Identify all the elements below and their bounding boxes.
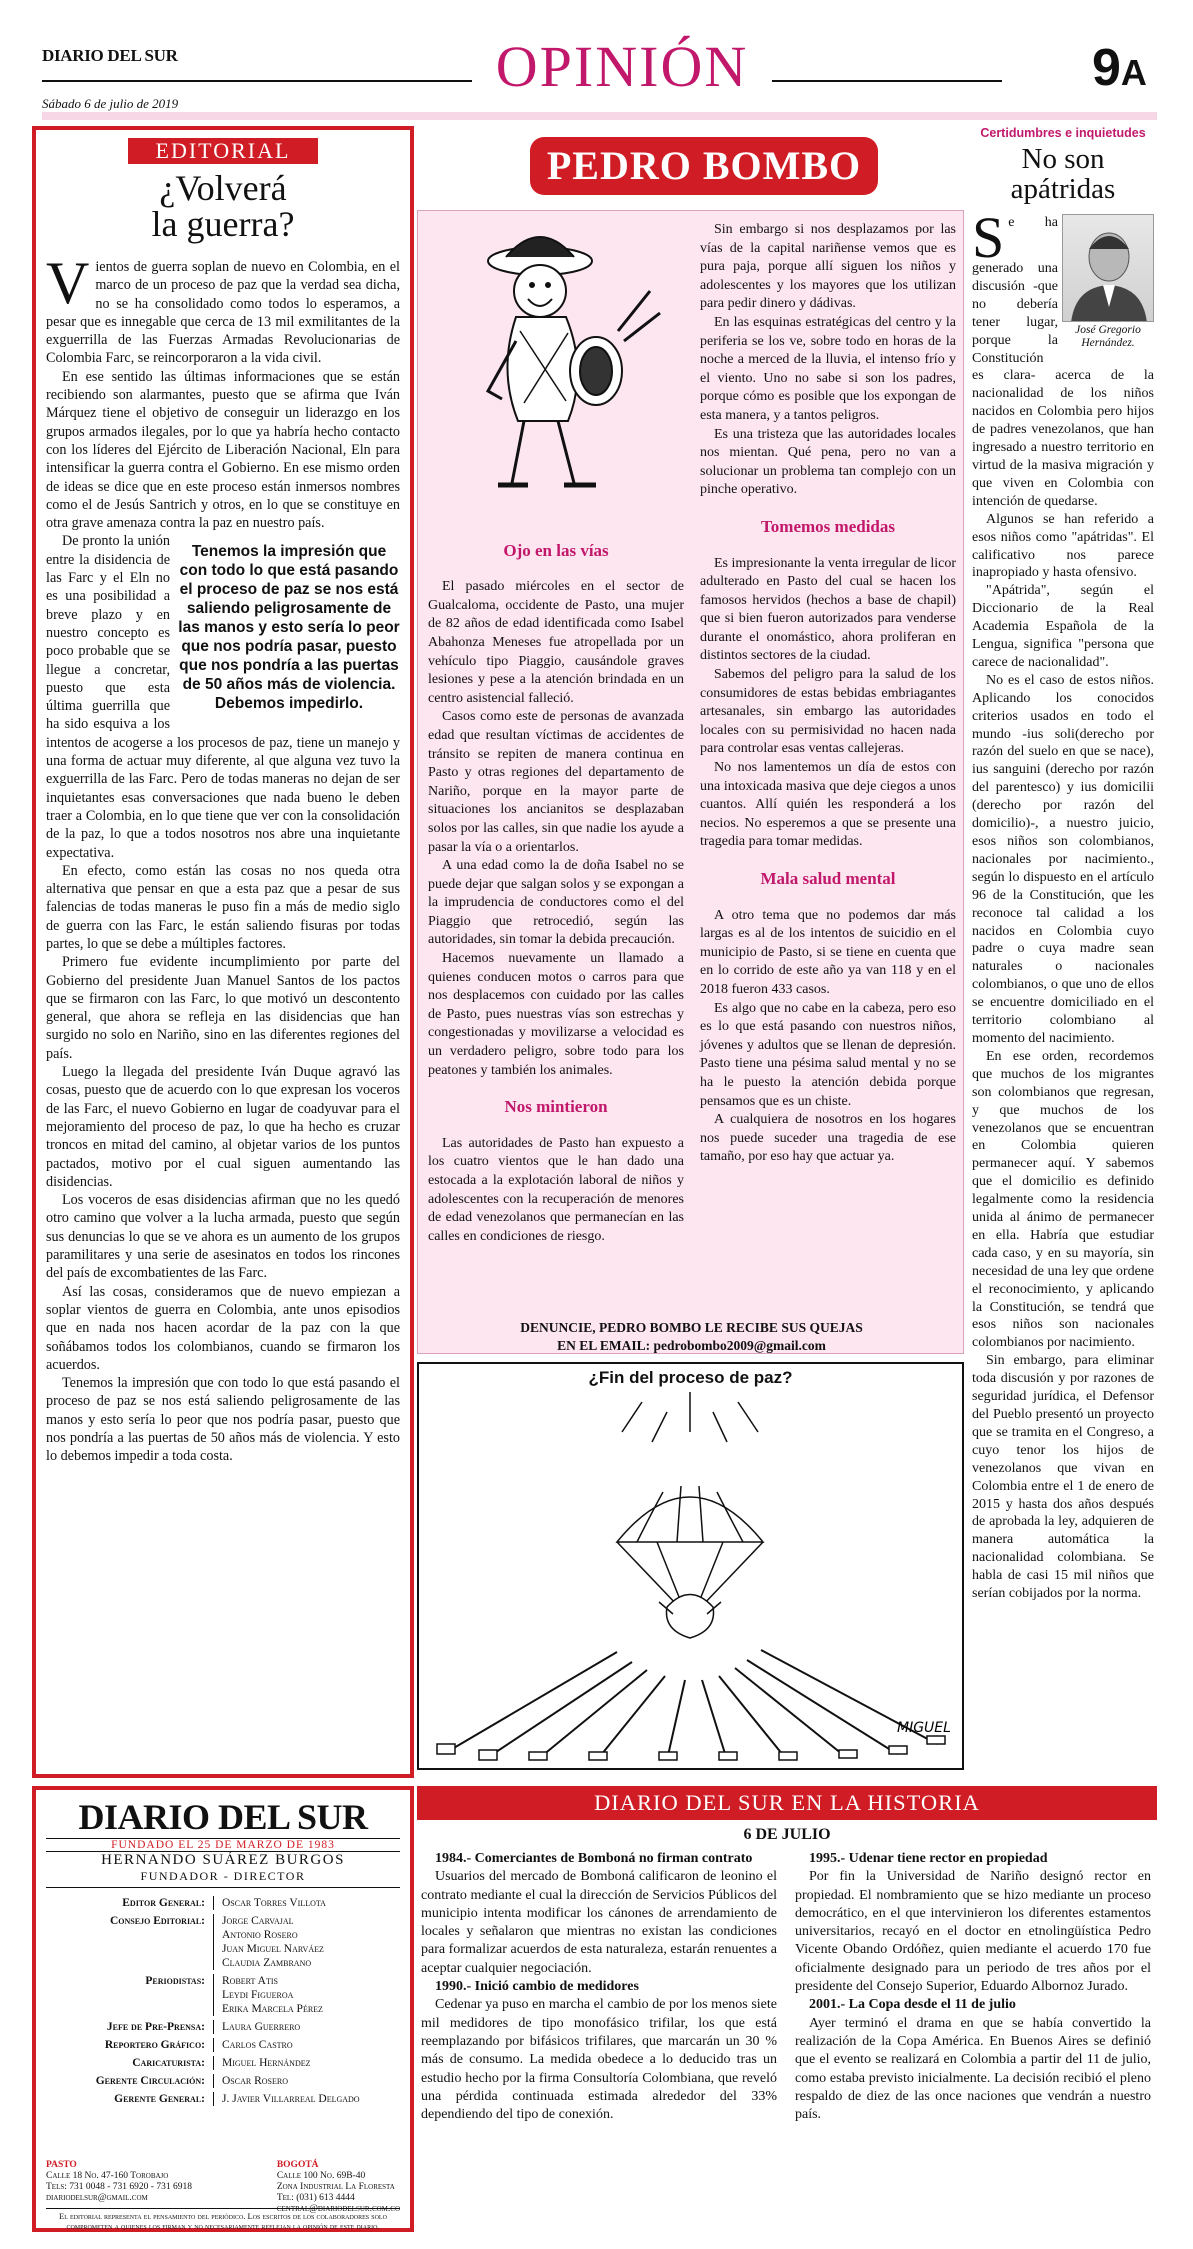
min-p2: Sin embargo si nos desplazamos por las vías de la capital nariñense vemos que es pura paja, porque allí siguen los niños y adolescentes y los mayores que los utilizan para pedir dinero y dádivas. <box>700 222 956 312</box>
staff-row <box>46 2054 400 2072</box>
staff-names: Laura Guerrero <box>222 2021 301 2033</box>
editorial-p3: De pronto la unión entre la disidencia de las Farc y el Eln no es una posibilidad a breve plazo y en nuestro concepto es poco probable que se llegue a concretar, puesto que esta última guerrilla que ha sido esquiva a los intentos de acogerse a los procesos de paz, tiene un manejo y una forma de actuar muy diferente, al que alguna vez tuvo la exguerrilla de las Farc. Pero de todas maneras no dejan de ser inquietantes esas conversaciones que nada bueno le deben traer a Colombia, en lo que tiene que ver con la consolidación de la paz, lo que a todos nosotros nos abre una inquietante expectativa. <box>46 533 400 861</box>
editorial-title <box>46 170 400 242</box>
mal-p2: Es algo que no cabe en la cabeza, pero eso es lo que está pasando con nuestros niños, jóvenes y adultos que se llenan de depresión. Pasto tiene una pésima salud mental y no se ha le puesto la atención debida porque pensamos que es un chiste. <box>700 1000 956 1109</box>
staff-role: Periodistas: <box>46 1974 214 2016</box>
staff-row <box>46 2072 400 2090</box>
staff-names: Miguel Hernández <box>222 2057 311 2069</box>
masthead-logo: DIARIO DEL SUR <box>78 1797 368 1837</box>
editorial-p4: En efecto, como están las cosas no nos queda otra alternativa que pensar en que a esta paz que a pesar de sus falencias de todas maneras le puso fin a más de medio siglo de guerra con las Farc, le están saliendo fisuras por todas partes, lo que se debe a múltiples factores. <box>46 862 400 952</box>
opinion-title-line1: No son <box>1021 143 1105 175</box>
staff-list <box>46 1894 400 2108</box>
header-rule-right <box>772 80 1002 82</box>
heading-mala-salud-mental: Mala salud mental <box>760 869 896 888</box>
cartoon-signature: MIGUEL <box>897 1720 951 1736</box>
masthead-founder-role: FUNDADOR - DIRECTOR <box>46 1869 400 1888</box>
pedro-bombo-left-column <box>428 221 684 1246</box>
masthead-founded: FUNDADO EL 25 DE MARZO DE 1983 <box>46 1838 400 1852</box>
cartoon-title: ¿Fin del proceso de paz? <box>588 1368 793 1387</box>
editorial-p8: Así las cosas, consideramos que de nuevo empiezan a soplar vientos de guerra en Colombia, ante unos episodios que en nada nos hacen acordar de la paz con la que soñábamos todos los colombianos, cuando se firmaron los acuerdos. <box>46 1283 400 1373</box>
editorial-body <box>46 250 400 1466</box>
drummer-illustration-icon <box>428 221 684 511</box>
history-text-1995: Por fin la Universidad de Nariño designó rector en propiedad. El nombramiento que se hizo mediante un proceso democrático, en el que intervinieron los diferentes estamentos universitarios, recayó en el doctor en etnolingüística Pedro Vicente Obando Ordóñez, quien mediante el acuerdo 170 fue oficialmente designado para un periodo de tres años por el presidente del Consejo Superior, Eduardo Albornoz Jurado. <box>795 1869 1151 1995</box>
heading-tomemos-medidas: Tomemos medidas <box>761 516 895 536</box>
editorial-p1: ientos de guerra soplan de nuevo en Colombia, en el marco de un proceso de paz que la verdad sea dicha, no se ha consolidado como todos lo esperamos, a pesar que es innegable que cerca de 13 mil exmilitantes de la exguerrilla de las Fuerzas Armadas Revolucionarias de Colombia Farc, se reincorporaron a la vida civil. <box>46 259 400 367</box>
opinion-p2: Algunos se han referido a esos niños como "apátridas". El calificativo nos parece inapropiado y hasta ofensivo. <box>972 511 1154 581</box>
editorial-pull-quote: Tenemos la impresión que con todo lo que está pasando el proceso de paz se nos está saliendo peligrosamente de las manos y esto sería lo peor que nos podría pasar, puesto que nos pondría a las puertas de 50 años más de violencia. Debemos impedirlo. <box>178 543 400 713</box>
heading-ojo-en-las-vias: Ojo en las vías <box>503 540 609 560</box>
staff-role: Editor General: <box>46 1896 214 1910</box>
opinion-p3: "Apátrida", según el Diccionario de la Real Academia Española de la Lengua, significa "persona que carece de nacionalidad". <box>972 583 1154 670</box>
staff-names: Oscar Torres Villota <box>222 1897 326 1909</box>
history-text-2001: Ayer terminó el drama en que se había convertido la realización de la Copa América. En Buenos Aires se definió que el evento se realizará en Colombia a partir del 11 de julio, como estaba previsto inicialmente. La decisión recibió el pleno respaldo de diez de las once naciones que vendrán a nuestro país. <box>795 2015 1151 2123</box>
history-heading-1990: 1990.- Inició cambio de medidores <box>435 1979 639 1995</box>
header-date: Sábado 6 de julio de 2019 <box>42 96 179 111</box>
author-portrait-icon <box>1063 215 1154 322</box>
staff-row <box>46 2018 400 2036</box>
editorial-p5: Primero fue evidente incumplimiento por parte del Gobierno del presidente Juan Manuel Santos de los pactos que se firmaron con las Farc, lo que motivó un descontento general, que ahora se refleja en las disidencias que han surgido no solo en Nariño, sino en las diferentes regiones del país. <box>46 954 400 1062</box>
pedro-bombo-right-column <box>700 221 956 1167</box>
header-rule-left <box>42 80 472 82</box>
page-number-letter: A <box>1120 52 1147 93</box>
author-photo-image <box>1062 214 1154 322</box>
staff-role: Caricaturista: <box>46 2056 214 2070</box>
pedro-bombo-footer <box>428 1319 955 1355</box>
editorial-box <box>32 126 414 1778</box>
editorial-p7: Los voceros de esas disidencias afirman que no les quedó otro camino que volver a la lucha armada, puesto que según sus denuncias lo que se ve ahora es un aumento de los grupos paramilitares y una serie de asesinatos en todos los rincones del país de excombatientes de las Farc. <box>46 1192 400 1282</box>
staff-names: J. Javier Villarreal Delgado <box>222 2093 360 2105</box>
history-text-1990: Cedenar ya puso en marcha el cambio de por los menos siete mil medidores de tipo monofásico trifilar, los que está reemplazando por bifásicos trifilares, que marcarán un 30 % más de consumo. La medida obedece a lo deducido tras un estudio hecho por la firma Consultoría Colombiana, que reveló una pérdida continuada estimada alrededor del 33% dependiendo del tipo de conexión. <box>421 1997 777 2123</box>
staff-row <box>46 2036 400 2054</box>
pedro-bombo-footer-email[interactable]: EN EL EMAIL: pedrobombo2009@gmail.com <box>557 1338 826 1353</box>
staff-role: Gerente General: <box>46 2092 214 2106</box>
staff-role: Gerente Circulación: <box>46 2074 214 2088</box>
history-right-column <box>795 1850 1151 2124</box>
masthead-box <box>32 1786 414 2232</box>
opinion-title <box>972 144 1154 204</box>
editorial-p6: Luego la llegada del presidente Iván Duque agravó las cosas, puesto que de acuerdo con lo que expresan los voceros de las Farc, el nuevo Gobierno en lugar de coadyuvar para el mejoramiento del proceso de paz, lo que ha hecho es cruzar troncos en mitad del camino, al objetar varios de los puntos pactados, motivo por el cual siguen aumentando las disidencias. <box>46 1064 400 1190</box>
staff-role: Reportero Gráfico: <box>46 2038 214 2052</box>
header-band <box>42 112 1157 120</box>
history-heading-2001: 2001.- La Copa desde el 11 de julio <box>809 1997 1016 2013</box>
cartoon-box <box>417 1362 964 1770</box>
contact-pasto <box>46 2160 192 2215</box>
staff-names: Jorge Carvajal Antonio Rosero Juan Miguel Narváez Claudia Zambrano <box>222 1915 324 1969</box>
masthead-founder: HERNANDO SUÁREZ BURGOS <box>101 1852 345 1868</box>
pedro-bombo-box <box>417 210 964 1354</box>
editorial-label: EDITORIAL <box>128 138 318 164</box>
staff-role: Consejo Editorial: <box>46 1914 214 1970</box>
min-p3: En las esquinas estratégicas del centro y la periferia se los ve, sobre todo en horas de la noche a merced de la lluvia, el intenso frío y el viento. Uno no sabe si son los padres, porque cómo es posible que los expongan de esta manera, y a tantos peligros. <box>700 314 956 423</box>
section-title: OPINIÓN <box>495 34 749 99</box>
mal-p1: A otro tema que no podemos dar más largas es al de los intentos de suicidio en el municipio de Pasto, si se tiene en cuenta que en lo corrido de este año ya van 118 y en el 2018 fueron 433 casos. <box>700 907 956 997</box>
staff-names: Oscar Rosero <box>222 2075 288 2087</box>
staff-row <box>46 1972 400 2018</box>
author-photo <box>1062 214 1154 350</box>
tom-p2: Sabemos del peligro para la salud de los consumidores de estas bebidas embriagantes artesanales, sin embargo las autoridades locales con su permisividad no hacen nada para controlar esas ventas callejeras. <box>700 667 956 757</box>
staff-row <box>46 2090 400 2108</box>
opinion-column <box>972 126 1154 1776</box>
staff-row <box>46 1912 400 1972</box>
page-header <box>42 34 1157 130</box>
min-p1: Las autoridades de Pasto han expuesto a los cuatro vientos que le han dado una estocada a la explotación laboral de niños y adolescentes con la recuperación de menores de edad venezolanos que permanecían en las calles en condiciones de riesgo. <box>428 1135 684 1244</box>
history-heading-1995: 1995.- Udenar tiene rector en propiedad <box>809 1851 1048 1866</box>
opinion-kicker: Certidumbres e inquietudes <box>980 126 1146 140</box>
staff-row <box>46 1894 400 1912</box>
contact-bogota-info: Calle 100 No. 69B-40 Zona Industrial La Floresta Tel: (031) 613 4444 central@diariodelsur.com.co <box>276 2171 400 2214</box>
opinion-p1: e ha generado una discusión -que no debería tener lugar, porque la Constitución es clara- acerca de la nacionalidad de los niños nacidos en Colombia pero hijos de padres venezolanos, que han ingresado a nuestro territorio en virtud de la masiva migración y que viven en Colombia con intención de quedarse. <box>972 215 1154 509</box>
history-text-1984: Usuarios del mercado de Bomboná calificaron de leonino el contrato mediante el cual la dirección de Servicios Públicos del municipio intenta modificar los cánones de arrendamiento de locales y señalaron que mientras no existan las condiciones para formalizar acuerdos de esta naturaleza, estarán renuentes a aceptar cualquier negociación. <box>421 1869 777 1976</box>
tom-p1: Es impresionante la venta irregular de licor adulterado en Pasto del cual se hacen los famosos hervidos (hechos a base de chapil) que si bien fueron autorizados para venderse durante el onomástico, ahora proliferan en distintos sectores de la ciudad. <box>700 555 956 664</box>
staff-names: Carlos Castro <box>222 2039 293 2051</box>
editorial-paragraph <box>46 250 400 368</box>
editorial-p9: Tenemos la impresión que con todo lo que está pasando el proceso de paz se nos está saliendo peligrosamente de las manos y esto sería lo peor que nos podría pasar, puesto que nos pondría a las puertas de 50 años más de violencia. Y esto lo debemos impedir a toda costa. <box>46 1375 400 1465</box>
history-banner: DIARIO DEL SUR EN LA HISTORIA <box>417 1786 1157 1820</box>
header-paper-name: DIARIO DEL SUR <box>42 46 178 65</box>
opinion-body <box>972 205 1154 1603</box>
editorial-dropcap: V <box>46 250 90 316</box>
opinion-p6: Sin embargo, para eliminar toda discusión y por razones de seguridad jurídica, el Defensor del Pueblo presentó un proyecto que se tramita en el Congreso, a cuyo tenor los hijos de venezolanos que vivan en Colombia entre el 1 de enero de 2015 y hasta dos años después de aprobada la ley, adquieren de manera automática la nacionalidad colombiana. Se habla de casi 15 mil niños que serían cobijados por la norma. <box>972 1353 1154 1602</box>
staff-names: Robert Atis Leydi Figueroa Erika Marcela Pérez <box>222 1975 323 2015</box>
ojo-p2: Casos como este de personas de avanzada edad que resultan víctimas de accidentes de tránsito se repiten de manera continua en Pasto y otras regiones del departamento de Nariño, porque en la mayor parte de situaciones los ancianitos se desplazaban solos por las calles, sin que nadie los ayude a pasar la vía o a orientarlos. <box>428 709 684 855</box>
tom-p3: No nos lamentemos un día de estos con una intoxicada masiva que deje ciegos a unos cuantos. Allí quién les responderá a los necios. No esperemos a que se presente una tragedia para tomar medidas. <box>700 760 956 850</box>
author-caption-line2: Hernández. <box>1081 337 1135 349</box>
masthead-disclaimer: El editorial representa el pensamiento del periódico. Los escritos de los colaboradores solo comprometen a quienes los firman y no necesariamente reflejan la opinión de este diario. <box>46 2208 400 2231</box>
page-number <box>1092 39 1147 97</box>
history-date: 6 DE JULIO <box>743 1826 831 1843</box>
author-caption-line1: José Gregorio <box>1075 324 1141 336</box>
contact-bogota <box>277 2160 400 2215</box>
min-p4: Es una tristeza que las autoridades locales nos mientan. Qué pena, pero no van a solucionar un problema tan complejo con un pinche operativo. <box>700 426 956 498</box>
history-heading-1984: 1984.- Comerciantes de Bomboná no firman contrato <box>435 1851 753 1866</box>
opinion-p5: En ese orden, recordemos que muchos de los migrantes son colombianos que regresan, y que muchos de los venezolanos que se encuentran en Colombia quieren permanecer aquí. Y sabemos que el domicilio es definido legalmente como la residencia unida al ánimo de permanecer en ella. Habría que estudiar cada caso, y en su mayoría, sin necesidad de una ley que ordene el reconocimiento, y aplicando la Constitución, se tendrá que esos niños son nacionales colombianos por nacimiento. <box>972 1048 1154 1351</box>
author-caption <box>1062 324 1154 350</box>
ojo-p1: El pasado miércoles en el sector de Gualcaloma, occidente de Pasto, una mujer de 82 años de edad identificada como Isabel Abahonza Meneses fue atropellada por un vehículo tipo Piaggio, causándole graves lesiones y pese a la atención brindada en un centro asistencial falleció. <box>428 579 684 706</box>
staff-role: Jefe de Pre-Prensa: <box>46 2020 214 2034</box>
opinion-dropcap: S <box>972 205 1005 270</box>
dove-parachute-cartoon-icon <box>427 1392 954 1762</box>
contact-pasto-info: Calle 18 No. 47-160 Torobajo Tels: 731 0048 - 731 6920 - 731 6918 diariodelsur@gmail.com <box>46 2171 192 2203</box>
opinion-title-line2: apátridas <box>1010 173 1116 205</box>
editorial-title-line2: la guerra? <box>151 204 295 244</box>
mal-p3: A cualquiera de nosotros en los hogares nos puede suceder una tragedia de ese tamaño, por eso hay que actuar ya. <box>700 1112 956 1165</box>
editorial-title-line1: ¿Volverá <box>159 168 287 208</box>
masthead-contact <box>46 2160 400 2215</box>
history-section <box>417 1786 1157 2232</box>
editorial-p2: En ese sentido las últimas informaciones que se están recibiendo son alarmantes, puesto que se afirma que Iván Márquez tiene el objetivo de conseguir un liderazgo en los grupos armados ilegales, por lo que ya habría hecho contacto con los líderes del Ejército de Liberación Nacional, Eln para intensificar la guerra contra el Gobierno. En ese mismo orden de ideas se dice que en este proceso están inmersos nombres como el de Jesús Santrich y otros, en lo que se constituye en otra grave amenaza contra la paz en nuestro país. <box>46 368 400 532</box>
heading-nos-mintieron: Nos mintieron <box>504 1097 608 1117</box>
pedro-bombo-banner: PEDRO BOMBO <box>530 137 878 195</box>
page-number-digit: 9 <box>1092 39 1121 97</box>
contact-pasto-label: PASTO <box>46 2160 77 2170</box>
ojo-p3: A una edad como la de doña Isabel no se puede dejar que salgan solos y se expongan a la imprudencia de conductores como el del Piaggio que retrocedió, según las autoridades, sin tomar la debida precaución. <box>428 858 684 948</box>
opinion-p4: No es el caso de estos niños. Aplicando los conocidos criterios usados en todo el mundo -ius soli(derecho por razón del suelo en que se nace), ius sanguini (derecho por razón del parentesco) y ius domicilii (derecho por razón del domicilio)-, a nuestro juicio, esos niños son colombianos, nacionales por nacimiento., según lo dispuesto en el artículo 96 de la Constitución, que les reconoce tal calidad a los nacidos en Colombia cuyo padre o cuya madre sean naturales o nacionales colombianos, o que uno de ellos se encuentre domiciliado en el territorio colombiano al momento del nacimiento. <box>972 672 1154 1046</box>
contact-bogota-label: BOGOTÁ <box>276 2160 319 2170</box>
history-left-column <box>421 1850 777 2124</box>
ojo-p4: Hacemos nuevamente un llamado a quienes conducen motos o carros para que nos desplacemos con cuidado por las calles de Pasto, pues nuestras vías son estrechas y congestionadas y movilizarse a velocidad es un verdadero peligro, sobre todo para los peatones y también los animales. <box>428 951 684 1078</box>
pedro-bombo-footer-line1: DENUNCIE, PEDRO BOMBO LE RECIBE SUS QUEJAS <box>520 1320 863 1335</box>
